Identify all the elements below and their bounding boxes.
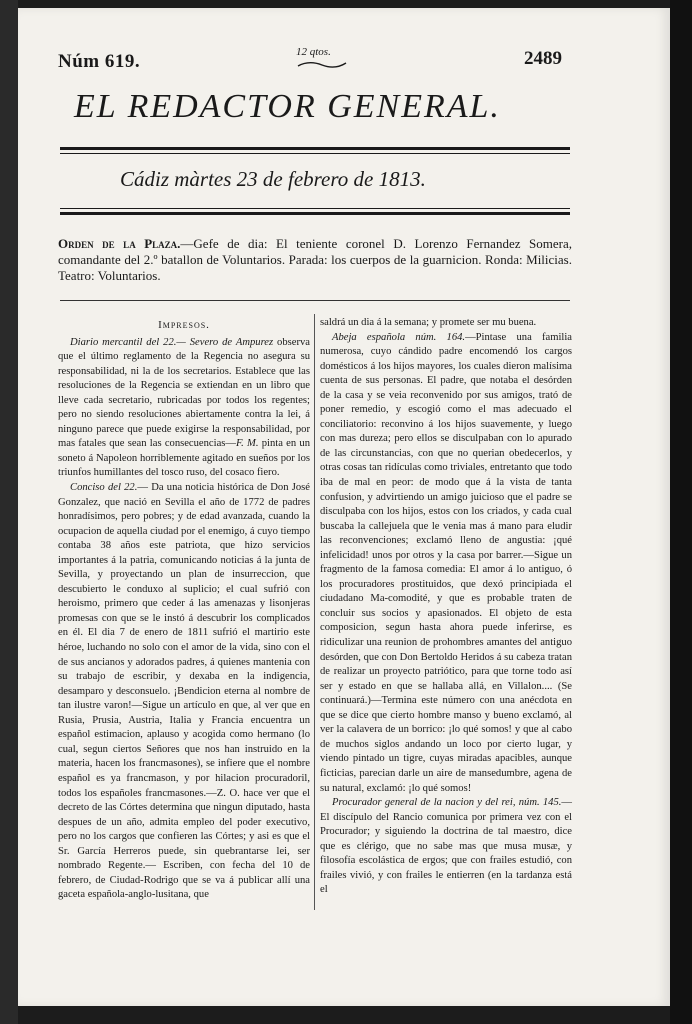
article-body: — Da una noticia histórica de Don José Gonzalez, que nació en Sevilla el año de 1772 de padres honradísimos, pero pobres; y de edad avanzada, cuando la ocupacion de aquella ciudad por el enemigo, á cuyo tiempo contaba 38 años este patriota, que hizo servicios importantes á la patria, comunicando noticias á la junta de Sevilla, y proyectando un plan de insurreccion, que descubierto le conduxo al suplicio; el cual sufrió con heroismo, primero que ceder á las amenazas y lisonjeras promesas con que se le instó á descubrir los complicados en él. El dia 7 de enero de 1811 sufrió el martirio este héroe, luchando no solo con el amor de la vida, sino con el de sus ancianos y adorados padres, á quienes mantenia con su trabajo de escribir, y dexaba en la indigencia, desamparo y desconsuelo. ¡Bendicion eterna al nombre de tan ilustre varon!—Sigue un artículo en que, al ver que en Rusia, Prusia, Austria, Italia y Francia encuentra un español estimacion, aplauso y acogida como hermano (lo cual, segun ciertos Señores que nos han instruido en la materia, hacen los francmasones), se infiere que el nombre español es ya francmason, y por hilacion procuradoril, todos los españoles francmasones.—Z. O. hace ver que el decreto de las Córtes determina que ningun diputado, hasta despues de un año, admita empleo del poder executivo, pero no los cargos que confieren las Córtes; y asi es que el Sr. García Herreros puede, sin quebrantarse lei, ser nombrado Regente.— Escriben, con fecha del 10 de febrero, de Ciudad-Rodrigo que se va á publicar allí una gaceta española-anglo-lusitana, que <box>58 482 310 901</box>
orden-label: Orden de la Plaza. <box>58 236 181 251</box>
article-lead: Abeja española núm. 164. <box>332 331 466 343</box>
flourish-ornament <box>296 60 348 70</box>
article-signature: F. M. <box>236 438 259 450</box>
left-column <box>58 318 310 903</box>
article-body: observa que el último reglamento de la Regencia no asegura su responsabilidad, ni la de los secretarios. Establece que las resoluciones de la Regencia se extiendan en un libro que lleve cada secretario, rubricadas por todos los regentes; pero no siendo resoluciones abiertamente contra la lei, á ninguno parece que puede exigirse la responsabilidad, por mas fatales que sean las consecuencias— <box>58 336 310 450</box>
article-lead: Diario mercantil del 22.— Severo de Ampurez <box>70 336 274 348</box>
article-continuation: saldrá un dia á la semana; y promete ser mu buena. <box>320 317 537 328</box>
article-diario-mercantil <box>58 336 310 481</box>
price: 12 qtos. <box>296 46 331 58</box>
article-lead: Procurador general de la nacion y del rei, núm. 145. <box>332 797 562 809</box>
date-rule-thick <box>60 212 570 215</box>
scan-right-margin <box>670 0 692 1024</box>
section-heading-impresos: Impresos. <box>158 319 210 331</box>
issue-number: Núm 619. <box>58 51 141 72</box>
page-number: 2489 <box>524 48 562 69</box>
column-divider <box>314 314 315 910</box>
scan-left-margin <box>0 0 18 1024</box>
right-column <box>320 316 572 898</box>
article-procurador-general <box>320 796 572 898</box>
article-lead: Conciso del 22. <box>70 482 138 494</box>
title-rule-thick <box>60 147 570 150</box>
newspaper-title: EL REDACTOR GENERAL. <box>74 88 501 125</box>
orden-de-la-plaza <box>58 236 572 284</box>
section-divider <box>60 300 570 301</box>
article-body-tail: pinta en un soneto á Napoleon horriblemente agitado en sueños por los triunfos humillantes del tosco ruso, del cosaco fiero. <box>58 438 310 479</box>
article-conciso <box>58 481 310 903</box>
article-body: —Pintase una familia numerosa, cuyo cándido padre encomendó los cargos domésticos á los hijos mayores, los cuales dieron malísima cuenta de sus personas. El padre, que notaba el desórden de la casa y se veia reconvenido por sus amigos, trató de poner remedio, y escogió como el mas adecuado el conciliatorio: reconvino á los hijos suavemente, y luego con mas dureza; pero ellos se disculpaban con lo apurado de las circunstancias, con que no querian obedecerlos, y otras cosas tan ridículas como triviales, entretanto que todo iba de mal en peor: de modo que á la vista de tanta confusion, y advirtiendo un amigo juicioso que el padre se disculpaba con los hijos, estos con los criados, y cada cual buscaba la callejuela que le venia mas á mano para eludir las reconvenciones; exclamó lleno de angustia: ¡qué infelicidad! unos por otros y la casa por barrer.—Sigue un fragmento de la famosa comedia: El amor á lo antiguo, ó los procuradores prostituidos, que dexó principiada el ciudadano Ma-comodité, y que es probable traten de concluir sus socios y apasionados. El objeto de esta composicion, segun hasta ahora puede inferirse, es ridiculizar una reunion de prohombres amantes del antiguo desórden, que con Don Bertoldo Heridos á su cabeza tratan de realizar un proyecto patriótico, para que torne todo así ser y estado en que se hallaba allá, en Villalon.... (Se continuará.)—Termina este número con una anécdota en que se dice que cierto hombre manso y bueno exclamó, al ver la calavera de un borrico: ¡lo qué somos! y que al cabo de muchos siglos andando un loco por cierto lugar, y viendo pintado un tigre, cuyas miradas apacibles, aunque ficticias, parecian darle un aire de mansedumbre, agena de su natural, exclamó: ¡lo qué somos! <box>320 331 572 794</box>
article-abeja-espanola <box>320 331 572 797</box>
date-rule-thin <box>60 208 570 209</box>
dateline: Cádiz màrtes 23 de febrero de 1813. <box>120 167 426 191</box>
title-rule-thin <box>60 153 570 154</box>
article-body: —El discípulo del Rancio comunica por primera vez con el Procurador; y siguiendo la doctrina de tal maestro, dice que es clérigo, que no sabe mas que musa musæ, y filosofía escolástica de ergos; que con frailes estudió, con frailes vivió, y con frailes le entierren (en la tardanza está el <box>320 797 572 896</box>
orden-text: —Gefe de dia: El teniente coronel D. Lorenzo Fernandez Somera, comandante del 2.º batallon de Voluntarios. Parada: los cuerpos de la guarnicion. Ronda: Milicias. Teatro: Voluntarios. <box>58 236 572 283</box>
